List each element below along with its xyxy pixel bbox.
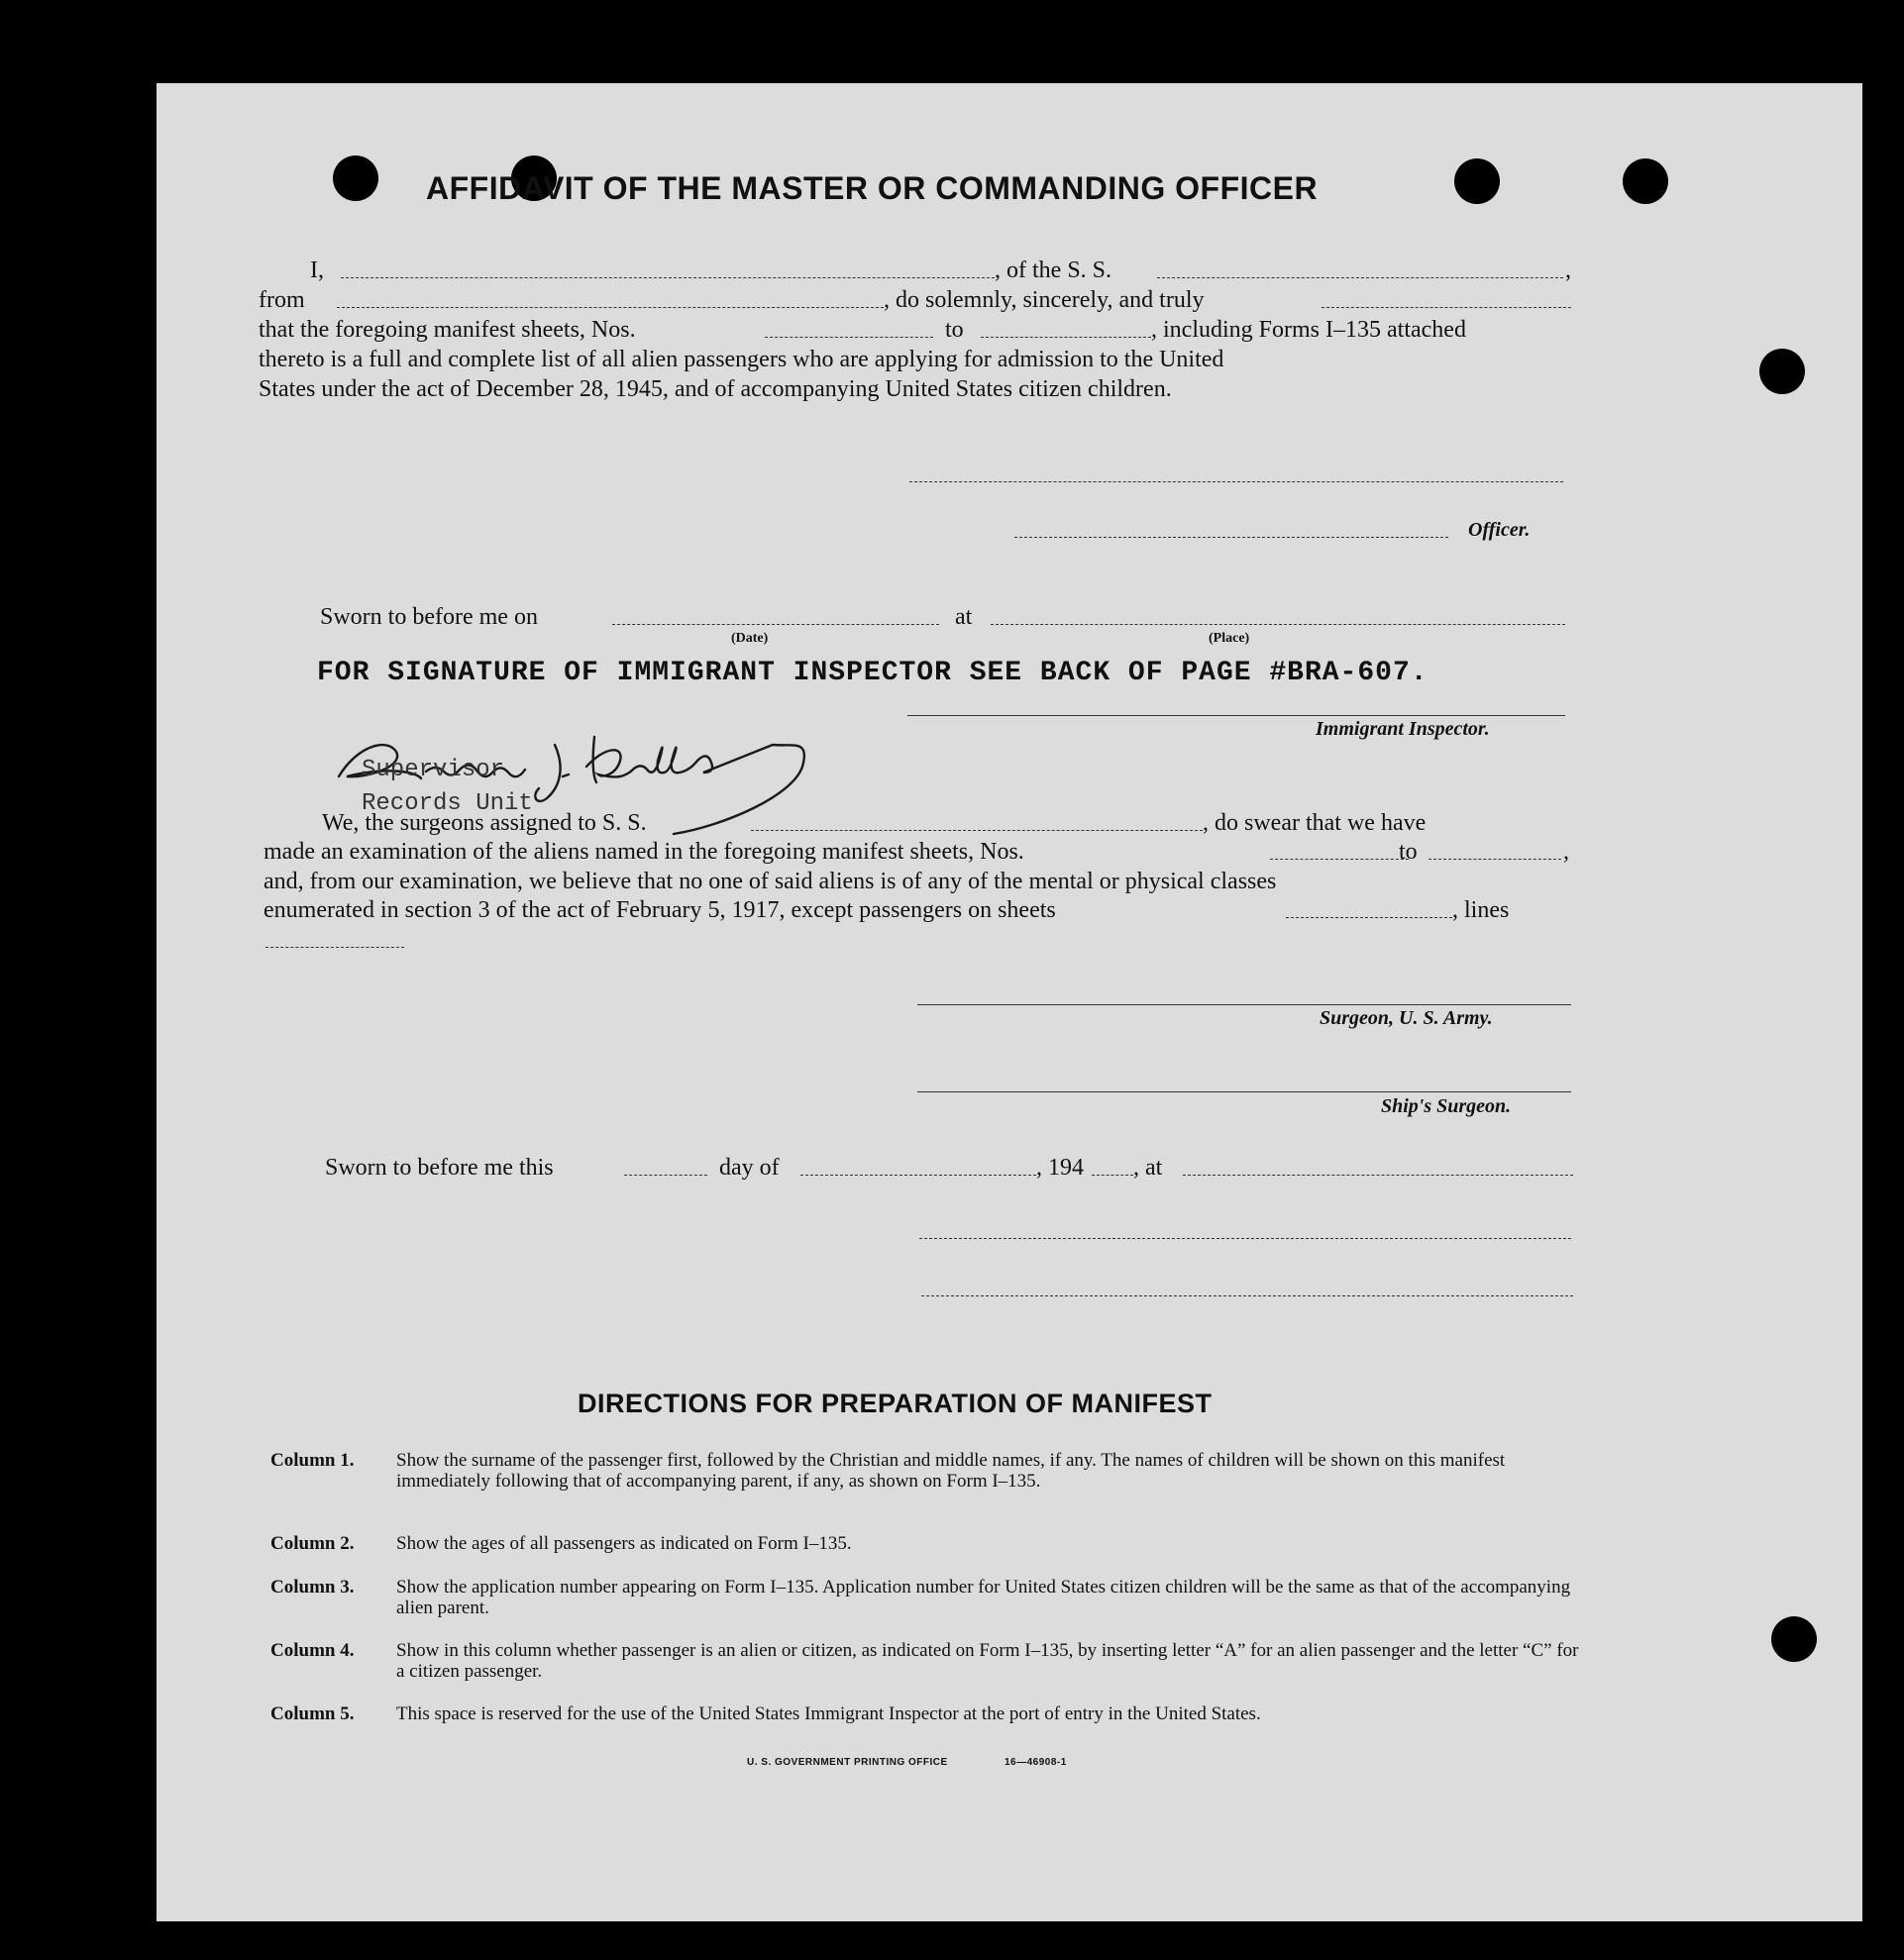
affidavit-comma: ,	[1565, 258, 1571, 283]
surgeons-comma: ,	[1563, 839, 1569, 865]
surgeons-start: We, the surgeons assigned to S. S.	[322, 810, 647, 836]
punch-hole	[1454, 158, 1500, 204]
sheets-from-blank	[765, 337, 933, 338]
typed-title-records: Records Unit	[362, 790, 533, 817]
officer-line-1	[909, 481, 1563, 482]
affidavit-line5: States under the act of December 28, 1945, and of accompanying United States citizen children.	[259, 376, 1172, 402]
column2-label: Column 2.	[270, 1533, 355, 1554]
sworn1-place-blank	[991, 624, 1565, 625]
column3-text: Show the application number appearing on Form I–135. Application number for United States citizen children will be the same as that of the accompanying alien parent.	[396, 1577, 1571, 1618]
affidavit-of-ss: , of the S. S.	[995, 258, 1112, 283]
printer-imprint: U. S. GOVERNMENT PRINTING OFFICE	[747, 1757, 948, 1768]
inspector-line	[907, 715, 1565, 716]
sworn2-year: , 194	[1036, 1155, 1084, 1181]
affidavit-solemnly: , do solemnly, sincerely, and truly	[884, 287, 1205, 313]
sworn2-day-of: day of	[719, 1155, 780, 1181]
affidavit-sheets: that the foregoing manifest sheets, Nos.	[259, 317, 636, 343]
surgeons-sheets-from-blank	[1270, 859, 1409, 860]
surgeons-ship-blank	[751, 830, 1203, 831]
surgeons-exam: made an examination of the aliens named in the foregoing manifest sheets, Nos.	[264, 839, 1024, 865]
affidavit-to: to	[945, 317, 964, 343]
sworn2-place-blank	[1183, 1175, 1573, 1176]
surgeons-lines-blank	[265, 947, 404, 948]
sworn2-start: Sworn to before me this	[325, 1155, 554, 1181]
directions-title: DIRECTIONS FOR PREPARATION OF MANIFEST	[578, 1389, 1213, 1418]
sworn2-sig-line-1	[919, 1238, 1571, 1239]
army-surgeon-label: Surgeon, U. S. Army.	[1320, 1007, 1493, 1029]
name-blank	[341, 277, 995, 278]
column1-text: Show the surname of the passenger first, followed by the Christian and middle names, if any. The names of children will be shown on this manifest immediately following that of accompanying parent, if any, as shown on Form I–135.	[396, 1450, 1506, 1492]
sworn2-month-blank	[800, 1175, 1036, 1176]
sworn1-at: at	[955, 604, 973, 630]
typed-title-supervisor: Supervisor	[362, 757, 505, 783]
sworn1-date-blank	[612, 624, 939, 625]
army-surgeon-line	[917, 1004, 1571, 1005]
column2-text: Show the ages of all passengers as indicated on Form I–135.	[396, 1533, 852, 1554]
officer-line-2	[1014, 537, 1448, 538]
surgeons-to: to	[1399, 839, 1418, 865]
affidavit-line4: thereto is a full and complete list of all alien passengers who are applying for admission to the United	[259, 347, 1224, 372]
inspector-label: Immigrant Inspector.	[1316, 718, 1490, 740]
sheets-to-blank	[981, 337, 1151, 338]
affidavit-title: AFFIDAVIT OF THE MASTER OR COMMANDING OFFICER	[426, 170, 1319, 206]
truly-blank	[1322, 307, 1571, 308]
affidavit-forms: , including Forms I–135 attached	[1151, 317, 1466, 343]
punch-hole	[1771, 1616, 1817, 1662]
surgeons-swear: , do swear that we have	[1203, 810, 1427, 836]
officer-label: Officer.	[1468, 519, 1531, 541]
inspector-stamp: FOR SIGNATURE OF IMMIGRANT INSPECTOR SEE BACK OF PAGE #BRA-607.	[317, 658, 1428, 688]
surgeons-lines: , lines	[1452, 897, 1510, 923]
ship-surgeon-line	[917, 1091, 1571, 1092]
ship-blank	[1157, 277, 1563, 278]
punch-hole	[333, 155, 378, 201]
affidavit-i: I,	[310, 258, 324, 283]
sworn1-text: Sworn to before me on	[320, 604, 538, 630]
date-caption: (Date)	[731, 631, 769, 646]
column4-label: Column 4.	[270, 1640, 355, 1661]
column4-text: Show in this column whether passenger is an alien or citizen, as indicated on Form I–135, by inserting letter “A” for an alien passenger and the letter “C” for a citizen passenger.	[396, 1640, 1579, 1682]
surgeons-enumerated: enumerated in section 3 of the act of February 5, 1917, except passengers on sheets	[264, 897, 1056, 923]
ship-surgeon-label: Ship's Surgeon.	[1381, 1095, 1512, 1117]
column3-label: Column 3.	[270, 1577, 355, 1598]
affidavit-from: from	[259, 287, 305, 313]
place-caption: (Place)	[1209, 631, 1250, 646]
sworn2-sig-line-2	[921, 1295, 1573, 1296]
surgeons-line3: and, from our examination, we believe that no one of said aliens is of any of the mental or physical classes	[264, 869, 1277, 894]
column5-label: Column 5.	[270, 1703, 355, 1724]
surgeons-sheets-to-blank	[1428, 859, 1561, 860]
from-blank	[337, 307, 884, 308]
column5-text: This space is reserved for the use of the United States Immigrant Inspector at the port of entry in the United States.	[396, 1703, 1261, 1724]
sworn2-day-blank	[624, 1175, 707, 1176]
sworn2-at: , at	[1133, 1155, 1163, 1181]
surgeons-sheets-blank	[1286, 917, 1452, 918]
column1-label: Column 1.	[270, 1450, 355, 1471]
punch-hole	[1759, 349, 1805, 394]
form-code: 16—46908-1	[1005, 1757, 1067, 1768]
document-page	[157, 83, 1862, 1921]
punch-hole	[1623, 158, 1668, 204]
sworn2-year-blank	[1092, 1175, 1133, 1176]
